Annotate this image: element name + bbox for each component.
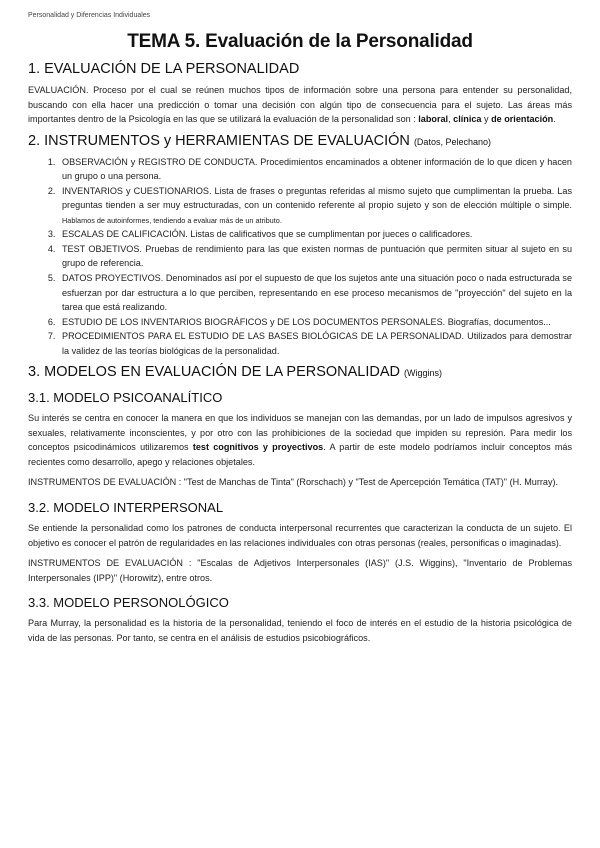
subsection-3-2-paragraph: Se entiende la personalidad como los patrones de conducta interpersonal recurrentes que caracterizan la conducta de un sujeto. El objetivo es conocer el patrón de regularidades en las relaciones individuales con otras personas (reales, personificas o imaginadas). bbox=[28, 523, 572, 548]
separator-1: , bbox=[448, 114, 454, 125]
subsection-3-2-heading: 3.2. MODELO INTERPERSONAL bbox=[28, 500, 224, 516]
list-item bbox=[58, 155, 572, 184]
section-3-heading bbox=[28, 364, 572, 380]
list-item bbox=[58, 315, 572, 330]
list-item-text: TEST OBJETIVOS. Pruebas de rendimiento para las que existen normas de puntuación que permiten situar al sujeto en su grupo de referencia. bbox=[62, 243, 572, 269]
separator-2: y bbox=[481, 114, 492, 125]
subsection-3-3-heading: 3.3. MODELO PERSONOLÓGICO bbox=[28, 595, 229, 611]
list-item bbox=[58, 184, 572, 228]
list-item-text: PROCEDIMIENTOS PARA EL ESTUDIO DE LAS BASES BIOLÓGICAS DE LA PERSONALIDAD. Utilizados para demostrar la validez de las teorías biológicas de la personalidad. bbox=[62, 331, 572, 356]
section-2-note: (Datos, Pelechano) bbox=[413, 136, 491, 147]
subsection-3-3-paragraph: Para Murray, la personalidad es la historia de la personalidad, teniendo el foco de interés en el estudio de la historia psicológica de vida de las personas. Por tanto, se centra en el análisis de estudios psicobiográficos. bbox=[28, 618, 572, 643]
list-item-text: ESCALAS DE CALIFICACIÓN. Listas de calificativos que se cumplimentan por jueces o calificadores. bbox=[62, 229, 473, 240]
instruments-list bbox=[28, 155, 572, 359]
section-1-paragraph bbox=[28, 83, 572, 127]
list-item-text: OBSERVACIÓN y REGISTRO DE CONDUCTA. Procedimientos encaminados a obtener información de lo que dicen y hacen un grupo o una persona. bbox=[62, 156, 572, 182]
list-item bbox=[58, 271, 572, 315]
period: . bbox=[553, 114, 556, 125]
list-item bbox=[58, 329, 572, 358]
section-1-text: EVALUACIÓN. Proceso por el cual se reúnen muchos tipos de información sobre una persona para entender su personalidad, buscando con ella hacer una predicción o tomar una decisión con algún tipo de consecuencia para el sujeto. Las áreas más importantes dentro de la Psicología en las que se utilizará la evaluación de la personalidad son : bbox=[28, 85, 572, 125]
section-1-heading bbox=[28, 61, 572, 77]
section-3-heading-text: 3. MODELOS EN EVALUACIÓN DE LA PERSONALIDAD bbox=[28, 364, 401, 381]
list-item bbox=[58, 242, 572, 271]
list-item bbox=[58, 227, 572, 242]
subsection-3-1-text-b: . A partir de este modelo podríamos incluir conceptos más recientes como desarrollo, apego y relaciones objetales. bbox=[28, 442, 573, 467]
page-title: TEMA 5. Evaluación de la Personalidad bbox=[127, 31, 473, 52]
running-header: Personalidad y Diferencias Individuales bbox=[28, 12, 151, 19]
section-2-heading-text: 2. INSTRUMENTOS y HERRAMIENTAS DE EVALUACIÓN bbox=[28, 132, 410, 149]
subsection-3-2-instruments: INSTRUMENTOS DE EVALUACIÓN : "Escalas de Adjetivos Interpersonales (IAS)" (J.S. Wiggins), "Inventario de Problemas Interpersonales (IPP)" (Horowitz), entre otros. bbox=[28, 558, 572, 583]
subsection-3-1-paragraph bbox=[28, 411, 572, 469]
area-orientacion: de orientación bbox=[491, 114, 554, 125]
list-item-note: Hablamos de autoinformes, tendiendo a evaluar más de un atributo. bbox=[62, 215, 282, 225]
section-1-heading-text: 1. EVALUACIÓN DE LA PERSONALIDAD bbox=[28, 61, 300, 77]
subsection-3-1-instruments: INSTRUMENTOS DE EVALUACIÓN : "Test de Manchas de Tinta" (Rorschach) y "Test de Apercepción Temática (TAT)" (H. Murray). bbox=[28, 477, 559, 488]
area-laboral: laboral bbox=[418, 114, 449, 125]
subsection-3-1-heading: 3.1. MODELO PSICOANALÍTICO bbox=[28, 390, 223, 406]
section-2-heading bbox=[28, 133, 572, 149]
section-3-note: (Wiggins) bbox=[404, 368, 443, 379]
area-clinica: clínica bbox=[453, 114, 482, 125]
subsection-3-1-text-a: Su interés se centra en conocer la manera en que los individuos se manejan con las demandas, por un lado de impulsos agresivos y sexuales, relativamente inconscientes, y por otro con las prohibiciones de la sociedad que impiden su represión. Para medir los conceptos psicodinámicos utilizaremos bbox=[28, 413, 572, 453]
list-item-text: INVENTARIOS y CUESTIONARIOS. Lista de frases o preguntas referidas al mismo sujeto que cumplimentan la prueba. Las preguntas tienden a ser muy estructuradas, con un contenido referente al propio sujeto y son de elección múltiple o simple. bbox=[62, 185, 572, 211]
list-item-text: DATOS PROYECTIVOS. Denominados así por el supuesto de que los sujetos ante una situación poco o nada estructurada se esfuerzan por dar estructura a lo que perciben, representando en ese proceso mecanismos de "proyección" del sujeto en la tarea que está realizando. bbox=[62, 273, 572, 313]
list-item-text: ESTUDIO DE LOS INVENTARIOS BIOGRÁFICOS y DE LOS DOCUMENTOS PERSONALES. Biografías, documentos... bbox=[62, 316, 551, 327]
subsection-3-1-bold: test cognitivos y proyectivos bbox=[192, 442, 324, 453]
